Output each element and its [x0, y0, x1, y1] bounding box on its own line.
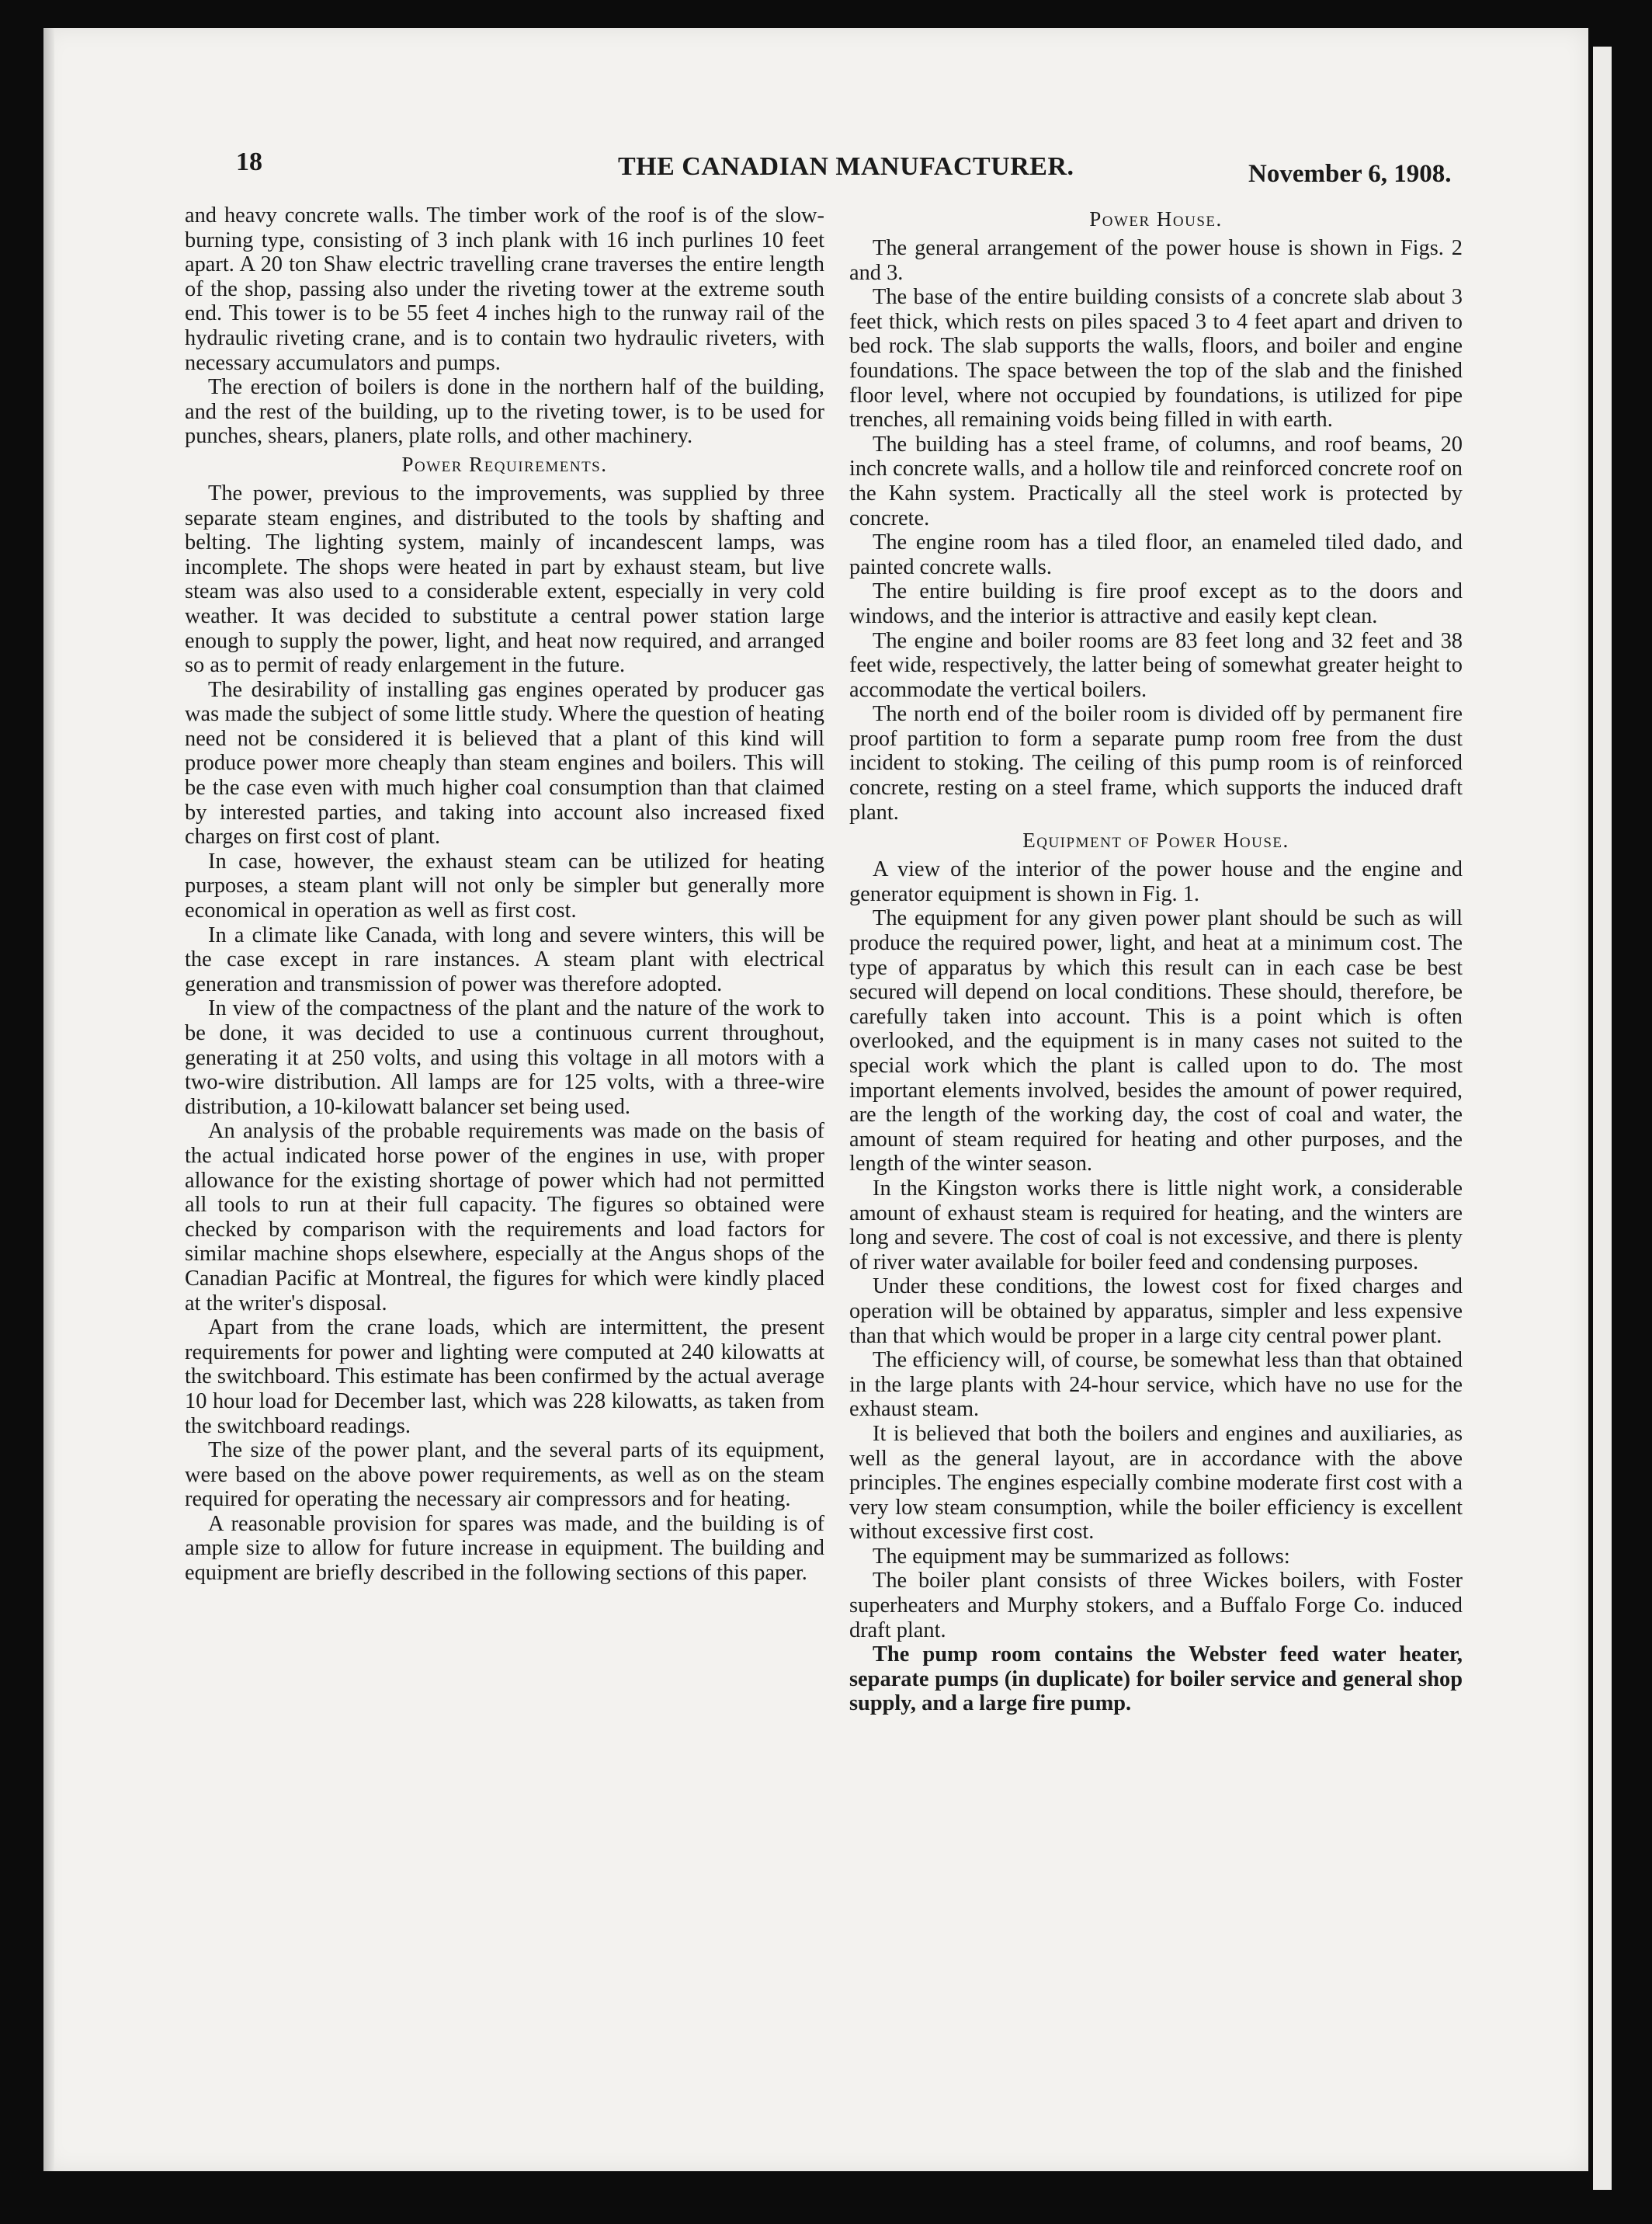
paragraph: A view of the interior of the power house and the engine and generator equipment is shown in Fig. 1. — [849, 857, 1463, 906]
page-number: 18 — [236, 148, 262, 176]
paragraph: The entire building is fire proof except as to the doors and windows, and the interior is attractive and easily kept clean. — [849, 579, 1463, 628]
page-binding-edge — [43, 28, 54, 2171]
paragraph: An analysis of the probable requirements was made on the basis of the actual indicated horse power of the engines in use, with proper allowance for the existing shortage of power which had not permitted all tools to run at their full capacity. The figures so obtained were checked by comparison with the requirements and load factors for similar machine shops elsewhere, especially at the Angus shops of the Canadian Pacific at Montreal, the figures for which were kindly placed at the writer's disposal. — [185, 1119, 824, 1315]
paragraph: The north end of the boiler room is divided off by permanent fire proof partition to form a separate pump room free from the dust incident to stoking. The ceiling of this pump room is of reinforced concrete, resting on a steel frame, which supports the induced draft plant. — [849, 702, 1463, 825]
paragraph: The engine room has a tiled floor, an enameled tiled dado, and painted concrete walls. — [849, 530, 1463, 579]
left-column — [185, 203, 824, 1586]
paragraph: In a climate like Canada, with long and severe winters, this will be the case except in rare instances. A steam plant with electrical generation and transmission of power was therefore adopted. — [185, 923, 824, 996]
section-heading-power-requirements: Power Requirements. — [401, 452, 608, 476]
paragraph: The general arrangement of the power house is shown in Figs. 2 and 3. — [849, 236, 1463, 285]
paragraph: Apart from the crane loads, which are intermittent, the present requirements for power and lighting were computed at 240 kilowatts at the switchboard. This estimate has been confirmed by the actual average 10 hour load for December last, which was 228 kilowatts, as taken from the switchboard readings. — [185, 1315, 824, 1438]
paragraph: Under these conditions, the lowest cost for fixed charges and operation will be obtained by apparatus, simpler and less expensive than that which would be proper in a large city central power plant. — [849, 1274, 1463, 1348]
paragraph: The base of the entire building consists of a concrete slab about 3 feet thick, which rests on piles spaced 3 to 4 feet apart and driven to bed rock. The slab supports the walls, floors, and boiler and engine foundations. The space between the top of the slab and the finished floor level, where not occupied by foundations, is utilized for pipe trenches, all remaining voids being filled in with earth. — [849, 285, 1463, 433]
paragraph: The power, previous to the improvements, was supplied by three separate steam engines, and distributed to the tools by shafting and belting. The lighting system, mainly of incandescent lamps, was incomplete. The shops were heated in part by exhaust steam, but live steam was also used to a considerable extent, especially in very cold weather. It was decided to substitute a central power station large enough to supply the power, light, and heat now required, and arranged so as to permit of ready enlargement in the future. — [185, 481, 824, 678]
paragraph: The equipment for any given power plant should be such as will produce the required power, light, and heat at a minimum cost. The type of apparatus by which this result can in each case be best secured will depend on local conditions. These should, therefore, be carefully taken into account. This is a point which is often overlooked, and the equipment is in many cases not suited to the special work which the plant is called upon to do. The most important elements involved, besides the amount of power required, are the length of the working day, the cost of coal and water, the amount of steam required for heating and other purposes, and the length of the winter season. — [849, 906, 1463, 1176]
page-header — [0, 148, 1652, 194]
paragraph: It is believed that both the boilers and engines and auxiliaries, as well as the general layout, are in accordance with the above principles. The engines especially combine moderate first cost with a very low steam consumption, while the boiler efficiency is excellent without excessive first cost. — [849, 1421, 1463, 1545]
adjacent-page-strip — [1593, 47, 1612, 2190]
paragraph: The building has a steel frame, of columns, and roof beams, 20 inch concrete walls, and a hollow tile and reinforced concrete roof on the Kahn system. Practically all the steel work is protected by concrete. — [849, 432, 1463, 530]
paragraph: The size of the power plant, and the several parts of its equipment, were based on the above power requirements, as well as on the steam required for operating the necessary air compressors and for heating. — [185, 1438, 824, 1512]
paragraph: and heavy concrete walls. The timber work of the roof is of the slow-burning type, consisting of 3 inch plank with 16 inch purlines 10 feet apart. A 20 ton Shaw electric travelling crane traverses the entire length of the shop, passing also under the riveting tower at the extreme south end. This tower is to be 55 feet 4 inches high to the runway rail of the hydraulic riveting crane, and is to contain two hydraulic riveters, with necessary accumulators and pumps. — [185, 203, 824, 375]
paragraph: The erection of boilers is done in the northern half of the building, and the rest of the building, up to the riveting tower, is to be used for punches, shears, planers, plate rolls, and other machinery. — [185, 375, 824, 449]
publication-title: THE CANADIAN MANUFACTURER. — [618, 152, 1074, 181]
section-heading-power-house: Power House. — [1089, 207, 1223, 231]
paragraph: In view of the compactness of the plant and the nature of the work to be done, it was decided to use a continuous current throughout, generating it at 250 volts, and using this voltage in all motors with a two-wire distribution. All lamps are for 125 volts, with a three-wire distribution, a 10-kilowatt balancer set being used. — [185, 996, 824, 1119]
paragraph: The engine and boiler rooms are 83 feet long and 32 feet and 38 feet wide, respectively, the latter being of somewhat greater height to accommodate the vertical boilers. — [849, 628, 1463, 702]
paragraph: The desirability of installing gas engines operated by producer gas was made the subject of some little study. Where the question of heating need not be considered it is believed that a plant of this kind will produce power more cheaply than steam engines and boilers. This will be the case even with much higher coal consumption than that claimed by interested parties, and taking into account also increased fixed charges on first cost of plant. — [185, 677, 824, 850]
section-heading-equipment: Equipment of Power House. — [1022, 829, 1289, 853]
paragraph: The pump room contains the Webster feed water heater, separate pumps (in duplicate) for boiler service and general shop supply, and a large fire pump. — [849, 1642, 1463, 1716]
paragraph: The efficiency will, of course, be somewhat less than that obtained in the large plants with 24-hour service, which have no use for the exhaust steam. — [849, 1348, 1463, 1422]
paragraph: In the Kingston works there is little night work, a considerable amount of exhaust steam is required for heating, and the winters are long and severe. The cost of coal is not excessive, and there is plenty of river water available for boiler feed and condensing purposes. — [849, 1176, 1463, 1274]
paragraph: In case, however, the exhaust steam can be utilized for heating purposes, a steam plant will not only be simpler but generally more economical in operation as well as first cost. — [185, 849, 824, 923]
paragraph: The equipment may be summarized as follows: — [873, 1544, 1290, 1569]
paragraph: The boiler plant consists of three Wickes boilers, with Foster superheaters and Murphy stokers, and a Buffalo Forge Co. induced draft plant. — [849, 1569, 1463, 1642]
issue-date: November 6, 1908. — [1248, 160, 1452, 188]
right-column — [849, 203, 1463, 1716]
paragraph: A reasonable provision for spares was made, and the building is of ample size to allow for future increase in equipment. The building and equipment are briefly described in the following sections of this paper. — [185, 1511, 824, 1586]
